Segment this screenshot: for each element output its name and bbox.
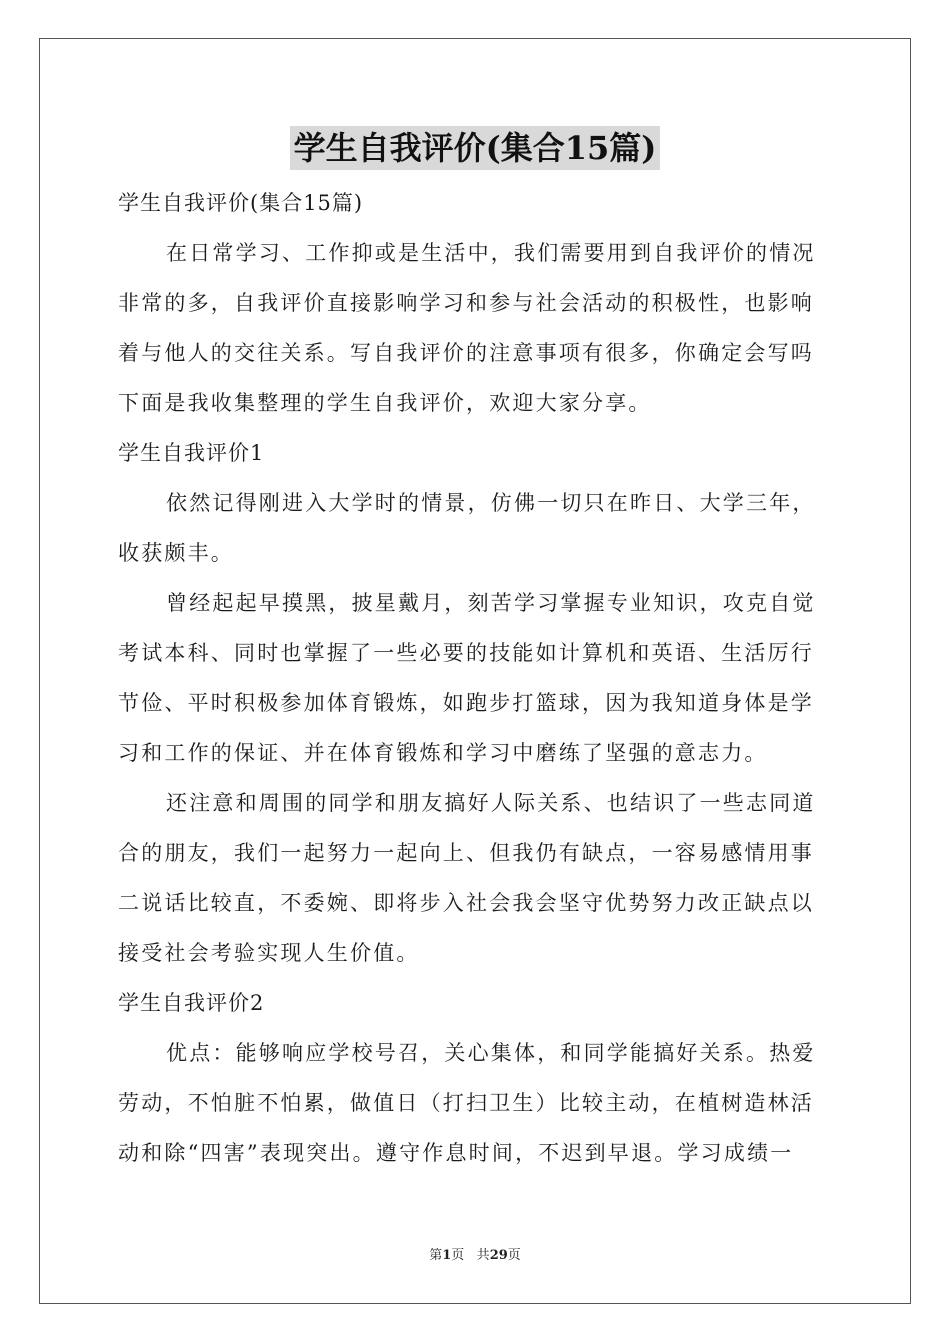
paragraph-line: 二说话比较直，不委婉、即将步入社会我会坚守优势努力改正缺点以 <box>118 891 814 915</box>
paragraph-line: 依然记得刚进入大学时的情景，仿佛一切只在昨日、大学三年， <box>166 491 816 515</box>
paragraph-line: 习和工作的保证、并在体育锻炼和学习中磨练了坚强的意志力。 <box>118 741 768 765</box>
footer-total-prefix: 共 <box>476 1248 490 1263</box>
paragraph-line: 动和除“四害”表现突出。遵守作息时间，不迟到早退。学习成绩一 <box>118 1141 794 1165</box>
footer-total-pages: 29 <box>489 1248 508 1263</box>
paragraph-line: 考试本科、同时也掌握了一些必要的技能如计算机和英语、生活厉行 <box>118 641 814 665</box>
paragraph-line: 收获颇丰。 <box>118 541 234 565</box>
paragraph-line: 曾经起起早摸黑，披星戴月，刻苦学习掌握专业知识，攻克自觉 <box>166 591 816 615</box>
section-heading: 学生自我评价(集合15篇) <box>118 191 364 215</box>
paragraph-line: 还注意和周围的同学和朋友搞好人际关系、也结识了一些志同道 <box>166 791 816 815</box>
document-body <box>118 178 834 1178</box>
page-footer <box>0 1246 950 1266</box>
paragraph-line: 劳动，不怕脏不怕累，做值日（打扫卫生）比较主动，在植树造林活 <box>118 1091 814 1115</box>
paragraph-line: 优点：能够响应学校号召，关心集体，和同学能搞好关系。热爱 <box>166 1041 816 1065</box>
paragraph-line: 下面是我收集整理的学生自我评价，欢迎大家分享。 <box>118 391 652 415</box>
footer-current-page: 1 <box>442 1248 452 1263</box>
section-heading: 学生自我评价1 <box>118 441 265 465</box>
document-title: 学生自我评价(集合15篇) <box>290 126 661 170</box>
footer-prefix: 第 <box>429 1248 443 1263</box>
footer-page-suffix: 页 <box>451 1248 465 1263</box>
paragraph-line: 节俭、平时积极参加体育锻炼，如跑步打篮球，因为我知道身体是学 <box>118 691 814 715</box>
paragraph-line: 非常的多，自我评价直接影响学习和参与社会活动的积极性，也影响 <box>118 291 814 315</box>
paragraph-line: 着与他人的交往关系。写自我评价的注意事项有很多，你确定会写吗 <box>118 341 814 365</box>
title-area <box>0 126 950 170</box>
footer-total-suffix: 页 <box>507 1248 521 1263</box>
paragraph-line: 合的朋友，我们一起努力一起向上、但我仍有缺点，一容易感情用事 <box>118 841 814 865</box>
paragraph-line: 接受社会考验实现人生价值。 <box>118 941 420 965</box>
section-heading: 学生自我评价2 <box>118 991 265 1015</box>
paragraph-line: 在日常学习、工作抑或是生活中，我们需要用到自我评价的情况 <box>166 241 816 265</box>
